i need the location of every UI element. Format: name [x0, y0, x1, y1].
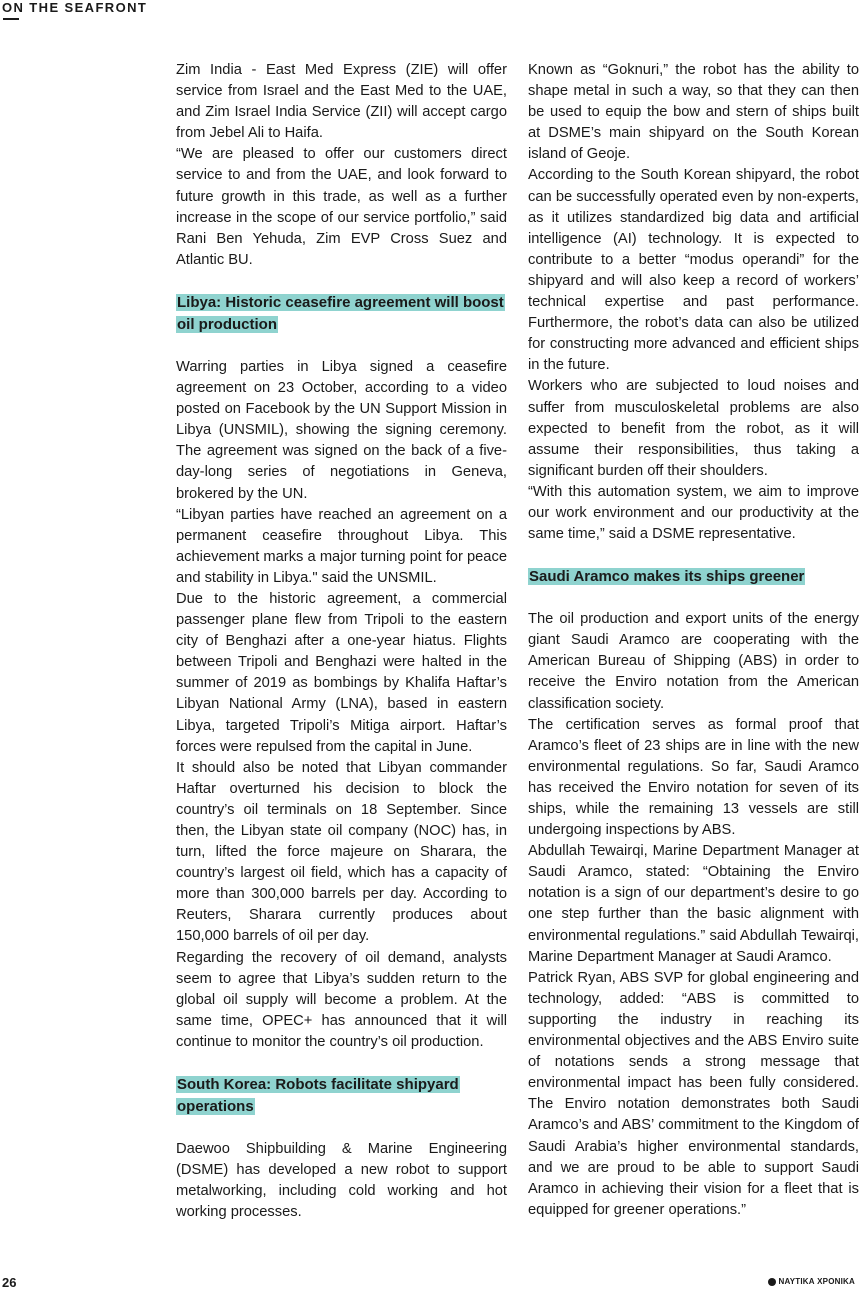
paragraph-libya-oil-terminals: It should also be noted that Libyan commander Haftar overturned his decision to block the country’s oil terminals on 18 September. Since then, the Libyan state oil company (NOC) has, in turn, lifted the force majeure on Sharara, the country’s largest oil field, which has a capacity of more than 300,000 barrels per day. According to Reuters, Sharara currently produces about 150,000 barrels of oil per day. — [176, 759, 507, 945]
paragraph-dsme-robot: Daewoo Shipbuilding & Marine Engineering (DSME) has developed a new robot to support metalworking, including cold working and hot working processes. — [176, 1141, 507, 1221]
paragraph-goknuri: Known as “Goknuri,” the robot has the ability to shape metal in such a way, so that they can then be used to equip the bow and stern of ships built at DSME’s main shipyard on the South Korean island of Geoje. — [528, 62, 859, 163]
paragraph-zim-quote: “We are pleased to offer our customers direct service to and from the UAE, and look forward to future growth in this trade, as well as a further increase in the scope of our service portfolio,” said Rani Ben Yehuda, Zim EVP Cross Suez and Atlantic BU. — [176, 146, 507, 268]
paragraph-shipyard-ai: According to the South Korean shipyard, the robot can be successfully operated even by non-experts, as it utilizes standardized big data and artificial intelligence (AI) technology. It is expected to contribute to a better “modus operandi” for the shipyard and will also keep a record of workers’ technical expertise and past performance. Furthermore, the robot’s data can also be utilized for constructing more advanced and efficient ships in the future. — [528, 167, 859, 374]
publication-name: ΝΑΥΤΙΚΑ ΧΡΟΝΙΚΑ — [778, 1277, 855, 1286]
heading-saudi-aramco-text: Saudi Aramco makes its ships greener — [529, 568, 805, 586]
paragraph-libya-ceasefire: Warring parties in Libya signed a ceasefire agreement on 23 October, according to a video posted on Facebook by the UN Support Mission in Libya (UNSMIL), showing the signing ceremony. The agreement was signed on the back of a five-day-long series of negotiations in Geneva, brokered by the UN. — [176, 358, 507, 502]
logo-icon — [768, 1278, 776, 1286]
paragraph-aramco-abs: The oil production and export units of the energy giant Saudi Aramco are cooperating with the American Bureau of Shipping (ABS) in order to receive the Enviro notation from the American classification society. — [528, 611, 859, 712]
paragraph-libya-oil-demand: Regarding the recovery of oil demand, analysts seem to agree that Libya’s sudden return to the global oil supply will become a problem. At the same time, OPEC+ has announced that it will continue to monitor the country’s oil production. — [176, 949, 507, 1050]
publication-logo — [768, 1277, 856, 1286]
paragraph-dsme-quote: “With this automation system, we aim to improve our work environment and our productivity at the same time,” said a DSME representative. — [528, 483, 859, 543]
paragraph-tewairqi-quote: Abdullah Tewairqi, Marine Department Manager at Saudi Aramco, stated: “Obtaining the Enviro notation is a sign of our department’s desire to go one step further than the basic alignment with environmental regulations.” said Abdullah Tewairqi, Marine Department Manager at Saudi Aramco. — [528, 843, 859, 965]
heading-saudi-aramco — [528, 566, 859, 588]
paragraph-workers-benefit: Workers who are subjected to loud noises and suffer from musculoskeletal problems are also expected to benefit from the robot, as it will assume their responsibilities, thus taking a significant burden off their shoulders. — [528, 378, 859, 479]
paragraph-patrick-ryan-quote: Patrick Ryan, ABS SVP for global engineering and technology, added: “ABS is committed to supporting the industry in reaching its environmental objectives and the ABS Enviro suite of notations sends a strong message that environmental impact has been fully considered. The Enviro notation demonstrates both Saudi Aramco’s and ABS’ commitment to the Kingdom of Saudi Arabia’s higher environmental standards, and we are proud to be able to support Saudi Aramco in achieving their vision for a fleet that is equipped for greener operations.” — [528, 969, 859, 1218]
section-divider — [3, 18, 19, 20]
heading-south-korea-text: South Korea: Robots facilitate shipyard operations — [177, 1076, 459, 1116]
section-label: ON THE SEAFRONT — [2, 0, 148, 15]
paragraph-libya-unsmil-quote: “Libyan parties have reached an agreement on a permanent ceasefire throughout Libya. This achievement marks a major turning point for peace and stability in Libya." said the UNSMIL. — [176, 506, 507, 586]
right-column — [528, 60, 859, 1221]
heading-south-korea — [176, 1074, 507, 1118]
left-column — [176, 60, 507, 1223]
page-number: 26 — [2, 1275, 17, 1290]
paragraph-aramco-certification: The certification serves as formal proof that Aramco’s fleet of 23 ships are in line with the new environmental regulations. So far, Saudi Aramco has received the Enviro notation for seven of its ships, while the remaining 13 vessels are still undergoing inspections by ABS. — [528, 716, 859, 839]
heading-libya — [176, 292, 507, 336]
paragraph-zim-services: Zim India - East Med Express (ZIE) will offer service from Israel and the East Med to the UAE, and Zim Israel India Service (ZII) will accept cargo from Jebel Ali to Haifa. — [176, 62, 507, 142]
paragraph-libya-flights: Due to the historic agreement, a commercial passenger plane flew from Tripoli to the eastern city of Benghazi after a one-year hiatus. Flights between Tripoli and Benghazi were halted in the summer of 2019 as bombings by Khalifa Haftar’s Libyan National Army (LNA), based in eastern Libya, targeted Tripoli’s Mitiga airport. Haftar’s forces were repulsed from the capital in June. — [176, 590, 507, 755]
heading-libya-text: Libya: Historic ceasefire agreement will boost oil production — [177, 293, 504, 333]
